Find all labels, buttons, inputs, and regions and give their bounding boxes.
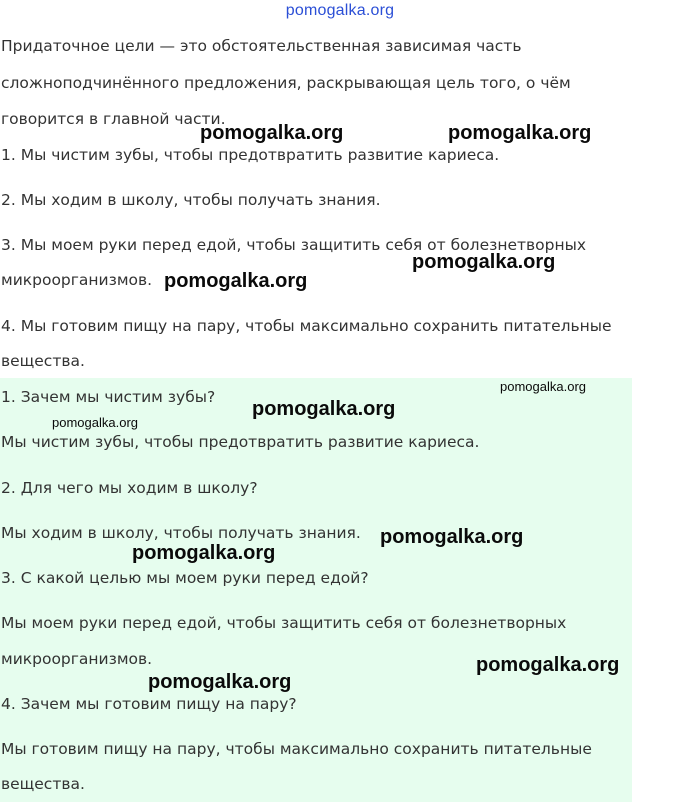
definition-line: Придаточное цели — это обстоятельственная зависимая часть	[1, 37, 522, 55]
answer-4: Мы готовим пищу на пару, чтобы максимально сохранить питательные	[1, 740, 592, 758]
example-sentence: 2. Мы ходим в школу, чтобы получать знания.	[1, 191, 381, 209]
answer-3: Мы моем руки перед едой, чтобы защитить себя от болезнетворных	[1, 614, 567, 632]
watermark: pomogalka.org	[412, 251, 556, 273]
watermark: pomogalka.org	[476, 654, 620, 676]
watermark: pomogalka.org	[164, 270, 308, 292]
header-watermark: pomogalka.org	[285, 2, 395, 19]
example-sentence: 1. Мы чистим зубы, чтобы предотвратить развитие кариеса.	[1, 146, 500, 164]
question-2: 2. Для чего мы ходим в школу?	[1, 479, 258, 497]
question-1: 1. Зачем мы чистим зубы?	[1, 388, 216, 406]
question-3: 3. С какой целью мы моем руки перед едой?	[1, 569, 369, 587]
watermark: pomogalka.org	[380, 526, 524, 548]
definition-line: говорится в главной части.	[1, 110, 226, 128]
answer-3-continuation: микроорганизмов.	[1, 650, 153, 668]
example-sentence: 4. Мы готовим пищу на пару, чтобы максимально сохранить питательные	[1, 317, 612, 335]
watermark: pomogalka.org	[500, 379, 586, 394]
watermark: pomogalka.org	[148, 671, 292, 693]
watermark: pomogalka.org	[200, 122, 344, 144]
answer-1: Мы чистим зубы, чтобы предотвратить развитие кариеса.	[1, 433, 480, 451]
answer-4-continuation: вещества.	[1, 775, 85, 793]
watermark: pomogalka.org	[252, 398, 396, 420]
example-sentence-continuation: вещества.	[1, 352, 85, 370]
watermark: pomogalka.org	[132, 542, 276, 564]
watermark: pomogalka.org	[52, 415, 138, 430]
example-sentence: 3. Мы моем руки перед едой, чтобы защитить себя от болезнетворных	[1, 236, 587, 254]
watermark: pomogalka.org	[448, 122, 592, 144]
answer-2: Мы ходим в школу, чтобы получать знания.	[1, 524, 361, 542]
example-sentence-continuation: микроорганизмов.	[1, 271, 153, 289]
question-4: 4. Зачем мы готовим пищу на пару?	[1, 695, 297, 713]
definition-line: сложноподчинённого предложения, раскрывающая цель того, о чём	[1, 74, 571, 92]
